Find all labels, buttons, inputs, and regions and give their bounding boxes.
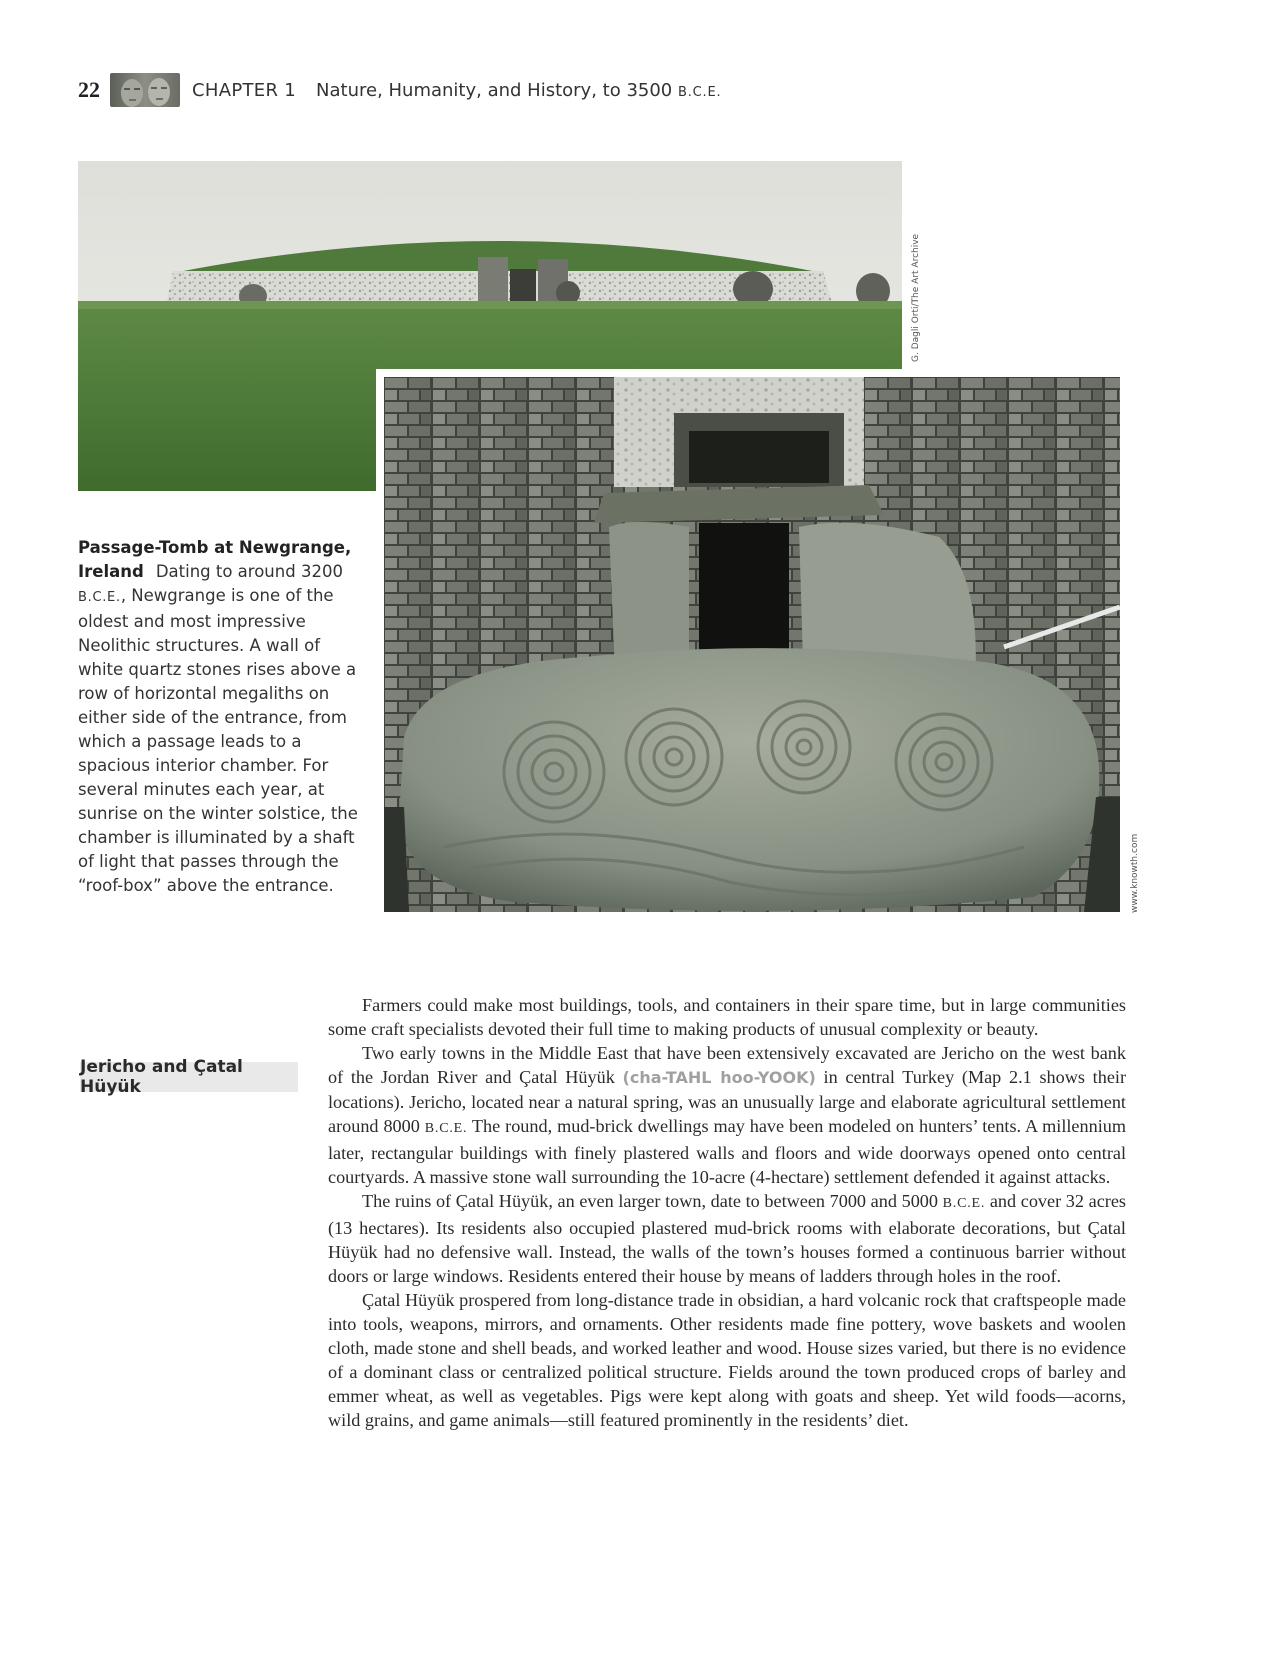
newgrange-entrance-stone-photo (384, 377, 1120, 912)
caption-text-rest: , Newgrange is one of the oldest and most impressive Neolithic structures. A wall of white quartz stones rises above a row of horizontal megaliths on either side of the entrance, from which a passage leads to a spacious interior chamber. For several minutes each year, at sunrise on the winter solstice, the chamber is illuminated by a shaft of light that passes through the “roof-box” above the entrance. (78, 586, 358, 895)
paragraph-3 (328, 1189, 1126, 1288)
bottom-photo-credit: www.knowth.com (1130, 833, 1140, 913)
chapter-title (316, 80, 721, 101)
paragraph-1: Farmers could make most buildings, tools, and containers in their spare time, but in large communities some craft specialists devoted their full time to making products of unusual complexity or beauty. (328, 995, 1126, 1039)
paragraph-2-era: B.C.E. (424, 1121, 468, 1136)
caption-text-start: Dating to around 3200 (155, 562, 343, 581)
caption-title: Passage-Tomb at Newgrange, Ireland (78, 538, 352, 581)
paragraph-2-text-c: The round, mud-brick dwellings may have been modeled on hunters’ tents. A millennium later, rectangular buildings with finely plastered walls and floors and wide doorways opened onto central courtyards. A massive stone wall surrounding the 10-acre (4-hectare) settlement defended it against attacks. (328, 1116, 1126, 1187)
body-text (328, 993, 1126, 1432)
running-header (78, 72, 721, 108)
caption-era: B.C.E. (78, 590, 121, 605)
margin-heading (80, 1057, 298, 1097)
page-number: 22 (78, 77, 100, 102)
photo-caption (78, 536, 368, 898)
margin-heading-text: Jericho and Çatal Hüyük (80, 1057, 243, 1097)
chapter-title-era: B.C.E. (677, 84, 722, 100)
top-photo-credit: G. Dagli Orti/The Art Archive (911, 233, 921, 362)
chapter-label: CHAPTER 1 (192, 79, 297, 101)
pronunciation-guide: (cha-TAHL hoo-YOOK) (622, 1068, 816, 1087)
paragraph-2-text-b: in central Turkey (Map 2.1 shows their locations). Jericho, located near a natural spring, was an unusually large and elaborate agricultural settlement around 8000 (328, 1067, 1127, 1136)
paragraph-3-text-b: and cover 32 acres (13 hectares). Its residents also occupied plastered mud-brick rooms with elaborate decorations, but Çatal Hüyük had no defensive wall. Instead, the walls of the town’s houses formed a continuous barrier without doors or large windows. Residents entered their house by means of ladders through holes in the roof. (328, 1191, 1126, 1286)
paragraph-3-era: B.C.E. (942, 1196, 986, 1211)
paragraph-4: Çatal Hüyük prospered from long-distance trade in obsidian, a hard volcanic rock that craftspeople made into tools, weapons, mirrors, and ornaments. Other residents made fine pottery, wove baskets and woolen cloth, made stone and shell beads, and worked leather and wood. House sizes varied, but there is no evidence of a dominant class or centralized political structure. Fields around the town produced crops of barley and emmer wheat, as well as vegetables. Pigs were kept along with goats and sheep. Yet wild foods—acorns, wild grains, and game animals—still featured prominently in the residents’ diet. (328, 1290, 1126, 1430)
paragraph-2 (328, 1041, 1126, 1189)
paragraph-2-text-a: Two early towns in the Middle East that have been extensively excavated are Jericho on the west bank of the Jordan River and Çatal Hüyük (328, 1043, 1126, 1087)
paragraph-3-text-a: The ruins of Çatal Hüyük, an even larger town, date to between 7000 and 5000 (362, 1191, 943, 1211)
chapter-thumbnail-image (110, 73, 180, 107)
chapter-title-text: Nature, Humanity, and History, to 3500 (316, 79, 678, 101)
